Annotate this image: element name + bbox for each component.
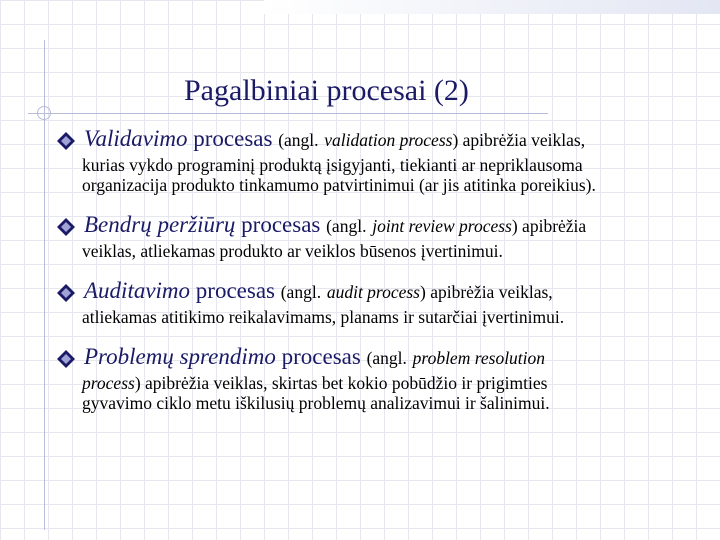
- process-name: Auditavimo: [84, 278, 191, 303]
- bullet-item-audit: [56, 276, 696, 327]
- body-line: veiklas, atliekamas produkto ar veiklos būsenos įvertinimui.: [82, 241, 503, 261]
- body-line: organizacija produkto tinkamumo patvirtinimui (ar jis atitinka poreikius).: [82, 175, 596, 195]
- body-line: kurias vykdo programinį produktą įsigyjanti, tiekianti ar nepriklausoma: [82, 155, 583, 175]
- process-name: Bendrų peržiūrų: [84, 212, 236, 237]
- process-word: procesas: [241, 212, 321, 237]
- decorative-horizontal-line: [28, 113, 548, 114]
- angl-label: (angl.: [366, 348, 407, 368]
- item-body: [56, 241, 696, 261]
- body-line: atliekamas atitikimo reikalavimams, planams ir sutarčiai įvertinimui.: [82, 307, 565, 327]
- english-term: validation process: [324, 130, 453, 150]
- process-word: procesas: [281, 344, 361, 369]
- item-heading: [56, 342, 696, 373]
- decorative-circle: [37, 106, 51, 120]
- process-name: Validavimo: [84, 126, 188, 151]
- english-term: problem resolution: [412, 348, 546, 368]
- bullet-item-joint-review: [56, 210, 696, 261]
- body-line: gyvavimo ciklo metu iškilusių problemų analizavimui ir šalinimui.: [82, 393, 550, 413]
- process-name: Problemų sprendimo: [84, 344, 276, 369]
- english-term: joint review process: [372, 216, 512, 236]
- item-heading: [56, 124, 696, 155]
- heading-rest: ) apibrėžia: [511, 216, 587, 236]
- body-line-rest: ) apibrėžia veiklas, skirtas bet kokio pobūdžio ir prigimties: [134, 373, 548, 393]
- angl-label: (angl.: [280, 282, 322, 302]
- item-body: [56, 155, 696, 195]
- diamond-bullet-icon: [56, 349, 76, 369]
- header-gradient-band: [264, 0, 720, 14]
- diamond-bullet-icon: [56, 131, 76, 151]
- diamond-bullet-icon: [56, 283, 76, 303]
- diamond-bullet-icon: [56, 217, 76, 237]
- item-heading: [56, 210, 696, 241]
- angl-label: (angl.: [278, 130, 319, 150]
- item-body: [56, 307, 696, 327]
- body-line: [82, 373, 696, 393]
- english-term-continued: process: [82, 373, 135, 393]
- bullet-item-validation: [56, 124, 696, 195]
- slide-title: Pagalbiniai procesai (2): [184, 74, 469, 107]
- process-word: procesas: [195, 278, 275, 303]
- heading-rest: ) apibrėžia veiklas,: [420, 282, 553, 302]
- english-term: audit process: [326, 282, 420, 302]
- item-body: [56, 373, 696, 413]
- item-heading: [56, 276, 696, 307]
- angl-label: (angl.: [326, 216, 367, 236]
- bullet-item-problem-resolution: [56, 342, 696, 413]
- process-word: procesas: [193, 126, 273, 151]
- heading-rest: ) apibrėžia veiklas,: [452, 130, 586, 150]
- slide-content: [56, 124, 696, 428]
